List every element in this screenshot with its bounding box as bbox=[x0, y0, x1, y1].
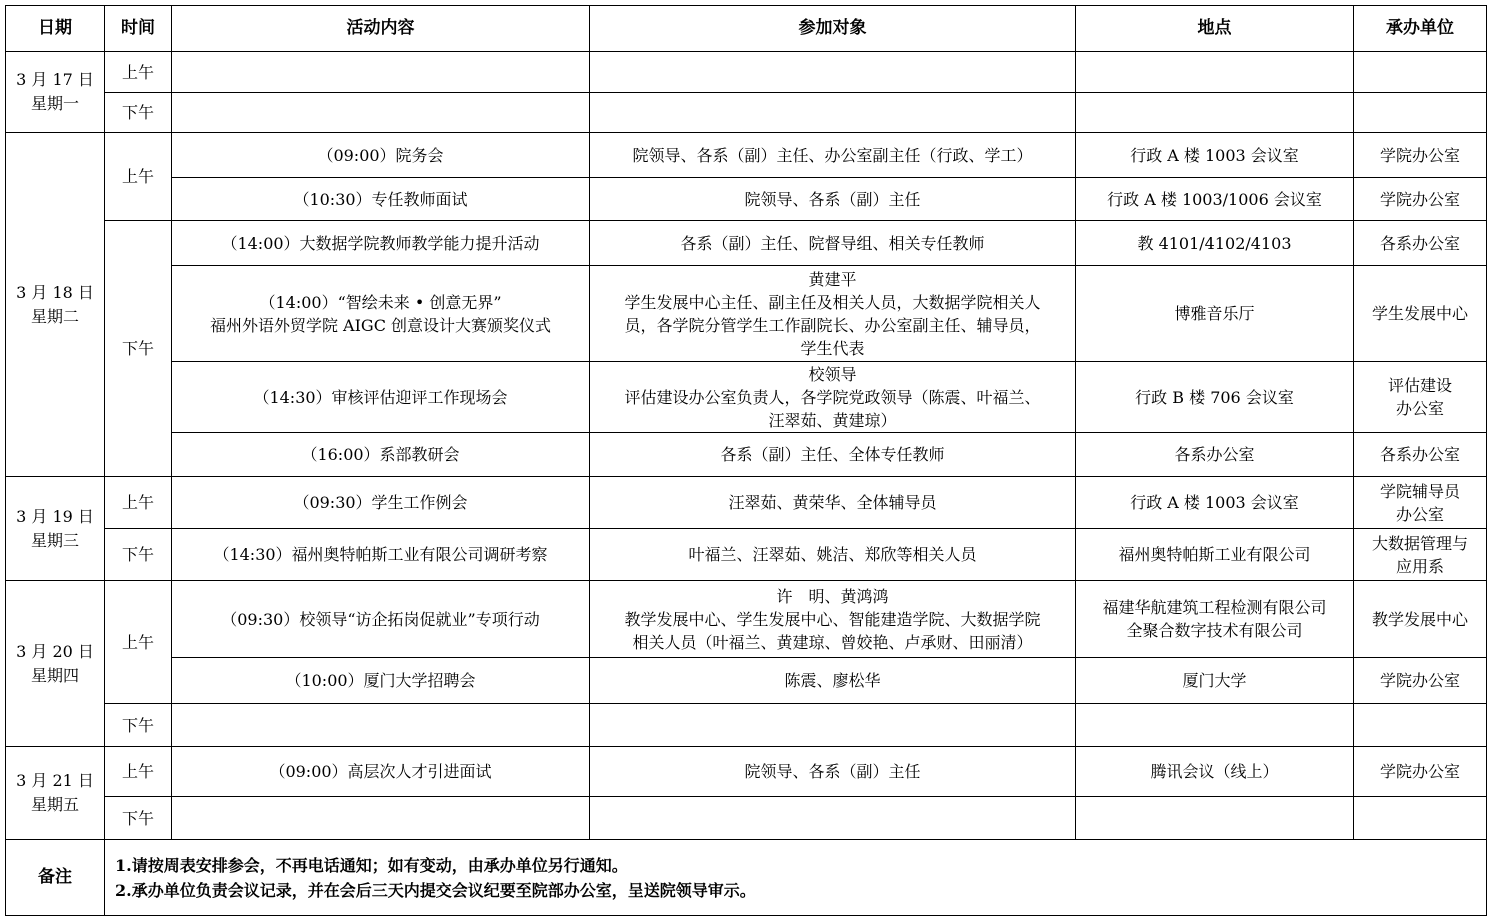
organizer-cell bbox=[1354, 477, 1487, 529]
location-cell bbox=[1076, 797, 1354, 840]
content-cell: （10:30）专任教师面试 bbox=[172, 178, 590, 221]
period-am: 上午 bbox=[105, 477, 172, 529]
date-text: 3 月 17 日 bbox=[16, 70, 94, 89]
organizer-cell: 各系办公室 bbox=[1354, 221, 1487, 266]
organizer-cell bbox=[1354, 529, 1487, 581]
location-cell: 行政 A 楼 1003 会议室 bbox=[1076, 477, 1354, 529]
period-am: 上午 bbox=[105, 52, 172, 93]
period-pm: 下午 bbox=[105, 93, 172, 133]
content-line: 福州外语外贸学院 AIGC 创意设计大赛颁奖仪式 bbox=[209, 315, 552, 335]
content-cell bbox=[172, 52, 590, 93]
organizer-cell: 学生发展中心 bbox=[1354, 266, 1487, 362]
attendees-line: 学生发展中心主任、副主任及相关人员，大数据学院相关人 bbox=[624, 292, 1041, 312]
attendees-line: 汪翠茹、黄建琼） bbox=[768, 410, 897, 430]
organizer-cell bbox=[1354, 704, 1487, 747]
content-cell bbox=[172, 797, 590, 840]
date-cell-tue bbox=[6, 133, 105, 477]
header-row bbox=[6, 6, 1487, 52]
attendees-cell bbox=[590, 581, 1076, 658]
header-location: 地点 bbox=[1076, 6, 1354, 52]
organizer-line: 大数据管理与 bbox=[1371, 533, 1468, 553]
attendees-cell bbox=[590, 797, 1076, 840]
location-cell bbox=[1076, 581, 1354, 658]
location-cell bbox=[1076, 704, 1354, 747]
date-text: 3 月 18 日 bbox=[16, 282, 94, 302]
content-cell: （14:30）审核评估迎评工作现场会 bbox=[172, 362, 590, 433]
period-pm: 下午 bbox=[105, 797, 172, 840]
location-cell: 腾讯会议（线上） bbox=[1076, 747, 1354, 797]
attendees-cell bbox=[590, 93, 1076, 133]
content-cell: （09:30）学生工作例会 bbox=[172, 477, 590, 529]
attendees-line: 黄建平 bbox=[808, 269, 857, 289]
organizer-cell: 学院办公室 bbox=[1354, 747, 1487, 797]
location-line: 福建华航建筑工程检测有限公司 bbox=[1102, 598, 1327, 617]
organizer-cell: 教学发展中心 bbox=[1354, 581, 1487, 658]
attendees-cell: 院领导、各系（副）主任 bbox=[590, 178, 1076, 221]
table-row bbox=[6, 581, 1487, 658]
location-cell: 行政 B 楼 706 会议室 bbox=[1076, 362, 1354, 433]
location-cell: 福州奥特帕斯工业有限公司 bbox=[1076, 529, 1354, 581]
attendees-cell bbox=[590, 52, 1076, 93]
content-cell bbox=[172, 266, 590, 362]
date-text: 3 月 20 日 bbox=[16, 641, 94, 661]
weekday-text: 星期五 bbox=[30, 795, 79, 814]
table-row bbox=[6, 52, 1487, 93]
location-line: 全聚合数字技术有限公司 bbox=[1126, 621, 1303, 640]
period-pm: 下午 bbox=[105, 704, 172, 747]
date-cell-thu bbox=[6, 581, 105, 747]
attendees-line: 相关人员（叶福兰、黄建琼、曾姣艳、卢承财、田丽清） bbox=[632, 632, 1033, 652]
date-cell-fri bbox=[6, 747, 105, 840]
attendees-cell: 叶福兰、汪翠茹、姚洁、郑欣等相关人员 bbox=[590, 529, 1076, 581]
attendees-line: 校领导 bbox=[808, 364, 857, 384]
organizer-cell: 学院办公室 bbox=[1354, 178, 1487, 221]
attendees-cell bbox=[590, 266, 1076, 362]
attendees-cell: 院领导、各系（副）主任 bbox=[590, 747, 1076, 797]
content-cell: （09:00）高层次人才引进面试 bbox=[172, 747, 590, 797]
content-cell bbox=[172, 704, 590, 747]
location-cell: 厦门大学 bbox=[1076, 658, 1354, 704]
content-cell: （09:30）校领导“访企拓岗促就业”专项行动 bbox=[172, 581, 590, 658]
header-content: 活动内容 bbox=[172, 6, 590, 52]
table-row bbox=[6, 747, 1487, 797]
organizer-line: 办公室 bbox=[1395, 504, 1444, 524]
organizer-line: 评估建设 bbox=[1387, 376, 1452, 395]
weekday-text: 星期四 bbox=[30, 665, 79, 685]
organizer-cell: 学院办公室 bbox=[1354, 658, 1487, 704]
location-cell: 各系办公室 bbox=[1076, 433, 1354, 477]
weekday-text: 星期一 bbox=[30, 94, 79, 113]
table-row bbox=[6, 477, 1487, 529]
organizer-line: 学院辅导员 bbox=[1379, 481, 1460, 501]
organizer-cell: 各系办公室 bbox=[1354, 433, 1487, 477]
header-date: 日期 bbox=[6, 6, 105, 52]
content-cell: （09:00）院务会 bbox=[172, 133, 590, 178]
location-cell: 行政 A 楼 1003 会议室 bbox=[1076, 133, 1354, 178]
attendees-cell: 各系（副）主任、全体专任教师 bbox=[590, 433, 1076, 477]
content-cell: （10:00）厦门大学招聘会 bbox=[172, 658, 590, 704]
table-row bbox=[6, 266, 1487, 362]
header-organizer: 承办单位 bbox=[1354, 6, 1487, 52]
location-cell: 行政 A 楼 1003/1006 会议室 bbox=[1076, 178, 1354, 221]
attendees-cell bbox=[590, 362, 1076, 433]
attendees-cell: 汪翠茹、黄荣华、全体辅导员 bbox=[590, 477, 1076, 529]
date-text: 3 月 19 日 bbox=[16, 506, 94, 526]
table-row bbox=[6, 221, 1487, 266]
weekday-text: 星期二 bbox=[30, 306, 79, 326]
organizer-cell: 学院办公室 bbox=[1354, 133, 1487, 178]
table-row bbox=[6, 658, 1487, 704]
attendees-line: 学生代表 bbox=[800, 338, 865, 358]
table-row bbox=[6, 133, 1487, 178]
period-pm: 下午 bbox=[105, 221, 172, 477]
attendees-cell: 院领导、各系（副）主任、办公室副主任（行政、学工） bbox=[590, 133, 1076, 178]
weekly-schedule-table bbox=[5, 5, 1487, 916]
period-am: 上午 bbox=[105, 133, 172, 221]
attendees-line: 许 明、黄鸿鸿 bbox=[776, 586, 889, 606]
organizer-cell bbox=[1354, 52, 1487, 93]
organizer-line: 应用系 bbox=[1395, 556, 1444, 576]
content-cell: （14:30）福州奥特帕斯工业有限公司调研考察 bbox=[172, 529, 590, 581]
header-attendees: 参加对象 bbox=[590, 6, 1076, 52]
table-row bbox=[6, 797, 1487, 840]
period-am: 上午 bbox=[105, 747, 172, 797]
organizer-line: 办公室 bbox=[1395, 399, 1444, 418]
attendees-cell: 陈震、廖松华 bbox=[590, 658, 1076, 704]
attendees-cell: 各系（副）主任、院督导组、相关专任教师 bbox=[590, 221, 1076, 266]
content-cell: （14:00）大数据学院教师教学能力提升活动 bbox=[172, 221, 590, 266]
note-line: 1.请按周表安排参会，不再电话通知；如有变动，由承办单位另行通知。 bbox=[115, 855, 628, 875]
content-cell bbox=[172, 93, 590, 133]
date-cell-mon bbox=[6, 52, 105, 133]
period-am: 上午 bbox=[105, 581, 172, 704]
attendees-cell bbox=[590, 704, 1076, 747]
notes-label: 备注 bbox=[6, 840, 105, 916]
table-row bbox=[6, 362, 1487, 433]
location-cell: 教 4101/4102/4103 bbox=[1076, 221, 1354, 266]
note-line: 2.承办单位负责会议记录，并在会后三天内提交会议纪要至院部办公室，呈送院领导审示。 bbox=[115, 880, 756, 900]
table-row bbox=[6, 529, 1487, 581]
organizer-cell bbox=[1354, 797, 1487, 840]
table-row bbox=[6, 178, 1487, 221]
date-cell-wed bbox=[6, 477, 105, 581]
attendees-line: 评估建设办公室负责人，各学院党政领导（陈震、叶福兰、 bbox=[624, 387, 1041, 407]
notes-row bbox=[6, 840, 1487, 916]
weekday-text: 星期三 bbox=[30, 530, 79, 550]
organizer-cell bbox=[1354, 93, 1487, 133]
header-time: 时间 bbox=[105, 6, 172, 52]
date-text: 3 月 21 日 bbox=[16, 771, 94, 790]
period-pm: 下午 bbox=[105, 529, 172, 581]
attendees-line: 教学发展中心、学生发展中心、智能建造学院、大数据学院 bbox=[624, 609, 1041, 629]
table-row bbox=[6, 433, 1487, 477]
table-row bbox=[6, 704, 1487, 747]
location-cell bbox=[1076, 93, 1354, 133]
location-cell bbox=[1076, 52, 1354, 93]
location-cell: 博雅音乐厅 bbox=[1076, 266, 1354, 362]
notes-text bbox=[105, 840, 1487, 916]
content-line: （14:00）“智绘未来 • 创意无界” bbox=[259, 292, 502, 312]
table-row bbox=[6, 93, 1487, 133]
organizer-cell bbox=[1354, 362, 1487, 433]
content-cell: （16:00）系部教研会 bbox=[172, 433, 590, 477]
attendees-line: 员，各学院分管学生工作副院长、办公室副主任、辅导员， bbox=[624, 315, 1041, 335]
